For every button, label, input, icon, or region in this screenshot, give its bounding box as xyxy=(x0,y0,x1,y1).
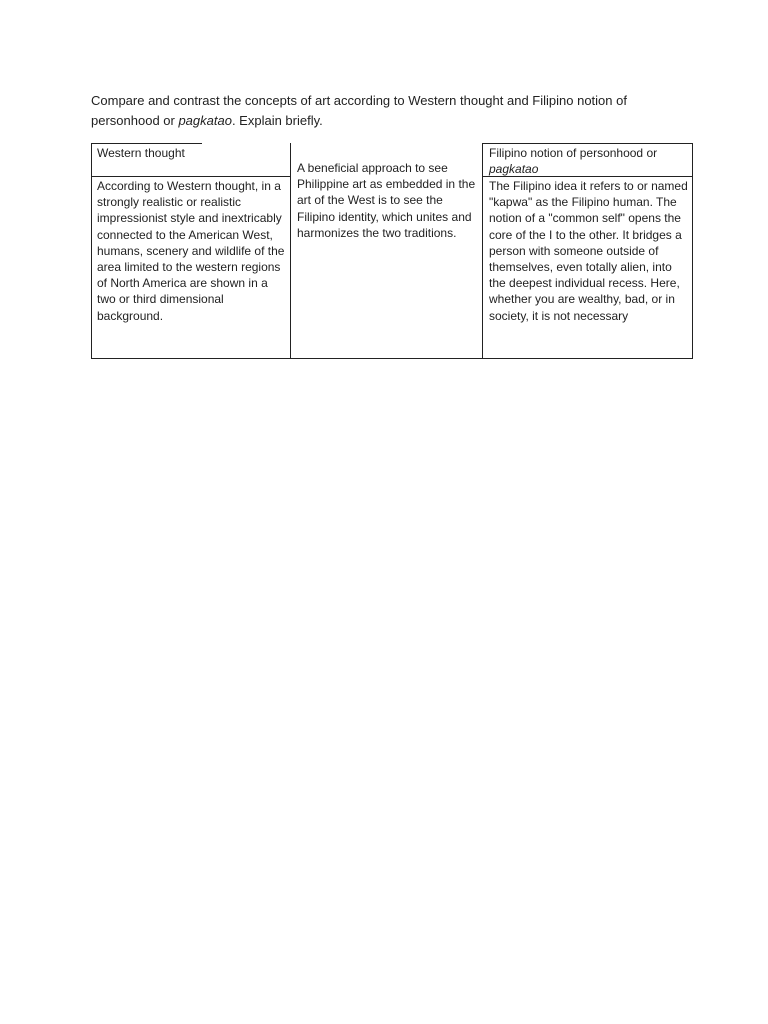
assignment-prompt xyxy=(91,91,691,130)
filipino-description: The Filipino idea it refers to or named "kapwa" as the Filipino human. The notion of a "common self" opens the core of the I to the other. It bridges a person with someone outside of themselves, even totally alien, into the deepest individual recess. Here, whether you are wealthy, bad, or in society, it is not necessary xyxy=(489,179,688,323)
prompt-line-1: Compare and contrast the concepts of art according to Western thought and Filipino notion of xyxy=(91,93,627,108)
prompt-line-2-start: personhood or xyxy=(91,112,179,128)
western-header: Western thought xyxy=(97,146,185,160)
filipino-column xyxy=(483,143,693,358)
middle-column xyxy=(291,143,483,358)
comparison-table xyxy=(91,143,693,359)
filipino-header-italic: pagkatao xyxy=(489,162,539,177)
filipino-header xyxy=(489,145,689,177)
filipino-header-text: Filipino notion of personhood or xyxy=(489,146,658,160)
western-top-border xyxy=(92,143,202,144)
western-header-divider xyxy=(92,176,290,177)
western-column xyxy=(92,143,291,358)
prompt-line-2-end: . Explain briefly. xyxy=(231,112,323,128)
western-description: According to Western thought, in a strongly realistic or realistic impressionist style and inextricably connected to the American West, humans, scenery and wildlife of the area limited to the western regions of North America are shown in a two or third dimensional background. xyxy=(97,179,285,323)
prompt-italic-term: pagkatao xyxy=(178,112,232,128)
synthesis-description: A beneficial approach to see Philippine art as embedded in the art of the West is to see the Filipino identity, which unites and harmonizes the two traditions. xyxy=(297,161,476,240)
filipino-top-border xyxy=(483,143,692,144)
